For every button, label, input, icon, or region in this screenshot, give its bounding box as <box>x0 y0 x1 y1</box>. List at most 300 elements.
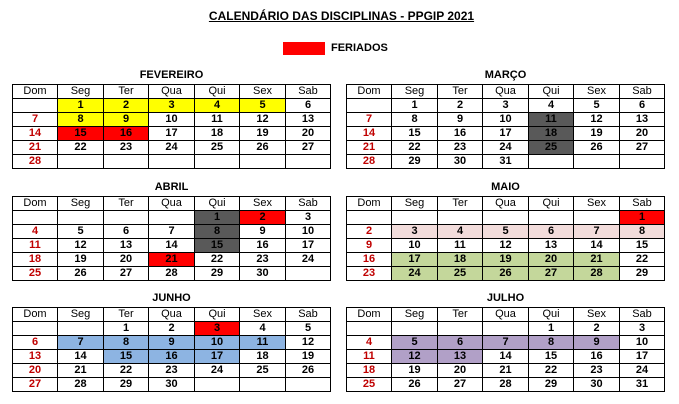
day-cell: 30 <box>438 155 483 169</box>
weekday-header: Sex <box>240 197 286 211</box>
weekday-header: Qua <box>149 308 195 322</box>
calendar-table <box>12 84 331 169</box>
weekday-header: Sex <box>240 308 286 322</box>
day-cell: 24 <box>483 141 529 155</box>
day-cell <box>574 211 620 225</box>
day-cell: 19 <box>483 253 529 267</box>
day-cell: 10 <box>286 225 331 239</box>
weekday-header-row <box>347 85 665 99</box>
day-cell: 21 <box>149 253 195 267</box>
weekday-header: Ter <box>438 308 483 322</box>
day-cell: 9 <box>104 113 149 127</box>
weekday-header: Ter <box>104 197 149 211</box>
day-cell: 2 <box>149 322 195 336</box>
day-cell: 2 <box>347 225 392 239</box>
weekday-header: Qui <box>195 85 240 99</box>
weekday-header: Seg <box>58 197 104 211</box>
day-cell: 7 <box>13 113 58 127</box>
weekday-header: Sex <box>574 85 620 99</box>
weekday-header: Seg <box>392 197 438 211</box>
week-row <box>347 127 665 141</box>
day-cell: 17 <box>392 253 438 267</box>
day-cell <box>438 322 483 336</box>
month-title: JUNHO <box>152 292 191 304</box>
day-cell: 18 <box>240 350 286 364</box>
day-cell: 23 <box>149 364 195 378</box>
day-cell: 15 <box>195 239 240 253</box>
weekday-header: Sab <box>620 85 665 99</box>
day-cell: 28 <box>574 267 620 281</box>
day-cell: 11 <box>240 336 286 350</box>
day-cell: 9 <box>438 113 483 127</box>
day-cell: 12 <box>392 350 438 364</box>
weekday-header: Sab <box>286 85 331 99</box>
week-row <box>347 113 665 127</box>
day-cell: 16 <box>240 239 286 253</box>
day-cell: 17 <box>483 127 529 141</box>
day-cell: 2 <box>574 322 620 336</box>
day-cell: 14 <box>149 239 195 253</box>
day-cell: 7 <box>347 113 392 127</box>
week-row <box>347 225 665 239</box>
day-cell: 4 <box>240 322 286 336</box>
weekday-header: Dom <box>13 308 58 322</box>
week-row <box>13 99 331 113</box>
day-cell: 21 <box>347 141 392 155</box>
day-cell: 10 <box>620 336 665 350</box>
month-title: ABRIL <box>154 181 189 193</box>
day-cell: 27 <box>286 141 331 155</box>
week-row <box>347 239 665 253</box>
weekday-header: Seg <box>392 85 438 99</box>
day-cell <box>347 99 392 113</box>
day-cell: 4 <box>13 225 58 239</box>
week-row <box>13 322 331 336</box>
day-cell: 9 <box>347 239 392 253</box>
day-cell: 26 <box>240 141 286 155</box>
weekday-header: Qua <box>483 308 529 322</box>
day-cell: 18 <box>438 253 483 267</box>
day-cell: 19 <box>392 364 438 378</box>
holiday-swatch <box>283 42 325 55</box>
day-cell: 14 <box>483 350 529 364</box>
day-cell: 25 <box>529 141 574 155</box>
day-cell: 12 <box>483 239 529 253</box>
day-cell: 15 <box>529 350 574 364</box>
day-cell: 14 <box>58 350 104 364</box>
day-cell: 20 <box>104 253 149 267</box>
day-cell: 6 <box>438 336 483 350</box>
day-cell: 15 <box>58 127 104 141</box>
day-cell: 25 <box>13 267 58 281</box>
week-row <box>13 155 331 169</box>
day-cell <box>529 211 574 225</box>
day-cell: 4 <box>195 99 240 113</box>
day-cell <box>392 322 438 336</box>
weekday-header-row <box>347 197 665 211</box>
day-cell: 17 <box>286 239 331 253</box>
week-row <box>347 211 665 225</box>
day-cell: 27 <box>104 267 149 281</box>
day-cell: 1 <box>620 211 665 225</box>
day-cell: 27 <box>529 267 574 281</box>
day-cell: 28 <box>149 267 195 281</box>
day-cell: 27 <box>438 378 483 392</box>
day-cell: 5 <box>392 336 438 350</box>
weekday-header: Qua <box>483 85 529 99</box>
day-cell: 13 <box>438 350 483 364</box>
day-cell: 1 <box>392 99 438 113</box>
day-cell: 2 <box>438 99 483 113</box>
weekday-header: Qui <box>529 308 574 322</box>
day-cell: 22 <box>529 364 574 378</box>
day-cell: 5 <box>574 99 620 113</box>
day-cell: 6 <box>13 336 58 350</box>
day-cell: 16 <box>574 350 620 364</box>
day-cell: 16 <box>149 350 195 364</box>
week-row <box>347 322 665 336</box>
day-cell: 4 <box>529 99 574 113</box>
day-cell: 31 <box>620 378 665 392</box>
day-cell: 21 <box>483 364 529 378</box>
day-cell: 25 <box>195 141 240 155</box>
day-cell <box>13 322 58 336</box>
day-cell <box>620 155 665 169</box>
day-cell: 27 <box>13 378 58 392</box>
day-cell: 3 <box>195 322 240 336</box>
weekday-header: Seg <box>392 308 438 322</box>
day-cell: 8 <box>58 113 104 127</box>
day-cell <box>149 155 195 169</box>
day-cell: 24 <box>149 141 195 155</box>
day-cell: 21 <box>574 253 620 267</box>
week-row <box>13 127 331 141</box>
week-row <box>13 253 331 267</box>
day-cell: 17 <box>195 350 240 364</box>
day-cell: 22 <box>195 253 240 267</box>
day-cell: 9 <box>574 336 620 350</box>
day-cell: 18 <box>529 127 574 141</box>
day-cell: 21 <box>58 364 104 378</box>
day-cell: 17 <box>620 350 665 364</box>
day-cell: 24 <box>286 253 331 267</box>
month-title: MARÇO <box>484 69 527 81</box>
day-cell: 22 <box>104 364 149 378</box>
day-cell: 13 <box>529 239 574 253</box>
weekday-header-row <box>13 308 331 322</box>
legend-label: FERIADOS <box>331 42 388 54</box>
day-cell: 18 <box>195 127 240 141</box>
day-cell: 19 <box>574 127 620 141</box>
day-cell: 15 <box>392 127 438 141</box>
week-row <box>347 350 665 364</box>
day-cell: 28 <box>58 378 104 392</box>
day-cell: 1 <box>58 99 104 113</box>
day-cell: 29 <box>529 378 574 392</box>
day-cell: 19 <box>286 350 331 364</box>
day-cell: 12 <box>240 113 286 127</box>
day-cell: 3 <box>483 99 529 113</box>
day-cell: 1 <box>529 322 574 336</box>
day-cell: 30 <box>240 267 286 281</box>
day-cell: 26 <box>286 364 331 378</box>
day-cell: 2 <box>104 99 149 113</box>
day-cell: 28 <box>347 155 392 169</box>
day-cell: 15 <box>620 239 665 253</box>
day-cell: 11 <box>195 113 240 127</box>
weekday-header: Dom <box>347 85 392 99</box>
day-cell: 13 <box>13 350 58 364</box>
month-calendar-may <box>346 181 665 281</box>
day-cell <box>240 155 286 169</box>
day-cell: 8 <box>104 336 149 350</box>
day-cell: 4 <box>438 225 483 239</box>
day-cell: 30 <box>149 378 195 392</box>
day-cell: 12 <box>58 239 104 253</box>
weekday-header: Sab <box>286 308 331 322</box>
day-cell: 11 <box>438 239 483 253</box>
day-cell <box>195 378 240 392</box>
weekday-header: Qui <box>195 197 240 211</box>
weekday-header: Sab <box>620 308 665 322</box>
day-cell: 9 <box>240 225 286 239</box>
weekday-header: Ter <box>104 85 149 99</box>
week-row <box>13 113 331 127</box>
day-cell: 15 <box>104 350 149 364</box>
day-cell: 7 <box>149 225 195 239</box>
calendar-table <box>346 307 665 392</box>
day-cell: 6 <box>529 225 574 239</box>
month-title: JULHO <box>486 292 525 304</box>
calendar-table <box>346 84 665 169</box>
calendar-table <box>12 196 331 281</box>
day-cell: 10 <box>195 336 240 350</box>
weekday-header-row <box>13 85 331 99</box>
month-title: FEVEREIRO <box>139 69 204 81</box>
day-cell: 7 <box>58 336 104 350</box>
day-cell: 4 <box>347 336 392 350</box>
day-cell: 5 <box>240 99 286 113</box>
weekday-header: Ter <box>104 308 149 322</box>
day-cell <box>574 155 620 169</box>
day-cell: 31 <box>483 155 529 169</box>
day-cell <box>13 99 58 113</box>
week-row <box>347 378 665 392</box>
weekday-header: Sab <box>286 197 331 211</box>
day-cell <box>529 155 574 169</box>
day-cell: 5 <box>58 225 104 239</box>
weekday-header: Seg <box>58 85 104 99</box>
week-row <box>13 239 331 253</box>
day-cell: 23 <box>438 141 483 155</box>
day-cell: 20 <box>620 127 665 141</box>
week-row <box>13 267 331 281</box>
day-cell: 6 <box>620 99 665 113</box>
day-cell: 8 <box>620 225 665 239</box>
weekday-header: Ter <box>438 197 483 211</box>
day-cell <box>13 211 58 225</box>
day-cell: 14 <box>13 127 58 141</box>
day-cell: 14 <box>574 239 620 253</box>
day-cell: 8 <box>529 336 574 350</box>
day-cell: 19 <box>240 127 286 141</box>
day-cell: 9 <box>149 336 195 350</box>
weekday-header: Ter <box>438 85 483 99</box>
day-cell <box>58 155 104 169</box>
week-row <box>13 378 331 392</box>
day-cell: 20 <box>13 364 58 378</box>
day-cell: 29 <box>195 267 240 281</box>
weekday-header: Qua <box>483 197 529 211</box>
day-cell <box>149 211 195 225</box>
day-cell: 28 <box>483 378 529 392</box>
week-row <box>13 141 331 155</box>
weekday-header-row <box>13 197 331 211</box>
day-cell <box>104 155 149 169</box>
day-cell <box>392 211 438 225</box>
day-cell: 11 <box>13 239 58 253</box>
day-cell: 1 <box>195 211 240 225</box>
day-cell <box>347 322 392 336</box>
day-cell <box>483 211 529 225</box>
day-cell: 27 <box>620 141 665 155</box>
day-cell <box>286 378 331 392</box>
week-row <box>347 364 665 378</box>
calendar-table <box>12 307 331 392</box>
week-row <box>347 267 665 281</box>
week-row <box>347 155 665 169</box>
day-cell <box>286 155 331 169</box>
day-cell: 3 <box>286 211 331 225</box>
day-cell: 26 <box>574 141 620 155</box>
day-cell <box>104 211 149 225</box>
day-cell: 25 <box>438 267 483 281</box>
day-cell: 29 <box>392 155 438 169</box>
week-row <box>347 336 665 350</box>
day-cell: 23 <box>347 267 392 281</box>
day-cell: 16 <box>438 127 483 141</box>
weekday-header: Dom <box>13 197 58 211</box>
weekday-header: Sex <box>240 85 286 99</box>
day-cell: 10 <box>392 239 438 253</box>
day-cell: 23 <box>240 253 286 267</box>
day-cell <box>58 211 104 225</box>
day-cell: 12 <box>574 113 620 127</box>
week-row <box>347 253 665 267</box>
day-cell: 19 <box>58 253 104 267</box>
day-cell: 18 <box>13 253 58 267</box>
weekday-header: Qui <box>195 308 240 322</box>
day-cell: 3 <box>620 322 665 336</box>
day-cell: 22 <box>58 141 104 155</box>
day-cell: 28 <box>13 155 58 169</box>
day-cell: 25 <box>347 378 392 392</box>
weekday-header: Qua <box>149 197 195 211</box>
day-cell: 16 <box>347 253 392 267</box>
page-title: CALENDÁRIO DAS DISCIPLINAS - PPGIP 2021 <box>208 9 475 23</box>
week-row <box>347 99 665 113</box>
weekday-header: Seg <box>58 308 104 322</box>
weekday-header: Dom <box>13 85 58 99</box>
week-row <box>347 141 665 155</box>
day-cell: 2 <box>240 211 286 225</box>
day-cell: 29 <box>620 267 665 281</box>
day-cell: 20 <box>286 127 331 141</box>
day-cell: 30 <box>574 378 620 392</box>
day-cell <box>240 378 286 392</box>
weekday-header: Qui <box>529 197 574 211</box>
month-calendar-june <box>12 292 331 392</box>
week-row <box>13 364 331 378</box>
day-cell: 7 <box>574 225 620 239</box>
month-calendar-april <box>12 181 331 281</box>
month-calendar-february <box>12 69 331 169</box>
week-row <box>13 350 331 364</box>
weekday-header: Sex <box>574 197 620 211</box>
day-cell: 10 <box>149 113 195 127</box>
day-cell: 13 <box>104 239 149 253</box>
day-cell <box>483 322 529 336</box>
weekday-header: Sex <box>574 308 620 322</box>
day-cell: 17 <box>149 127 195 141</box>
day-cell: 14 <box>347 127 392 141</box>
day-cell <box>347 211 392 225</box>
calendar-table <box>346 196 665 281</box>
day-cell: 13 <box>286 113 331 127</box>
day-cell <box>195 155 240 169</box>
weekday-header-row <box>347 308 665 322</box>
day-cell: 8 <box>392 113 438 127</box>
week-row <box>13 336 331 350</box>
day-cell: 24 <box>392 267 438 281</box>
day-cell: 7 <box>483 336 529 350</box>
day-cell: 12 <box>286 336 331 350</box>
weekday-header: Qui <box>529 85 574 99</box>
day-cell: 26 <box>483 267 529 281</box>
day-cell: 29 <box>104 378 149 392</box>
day-cell: 21 <box>13 141 58 155</box>
day-cell: 25 <box>240 364 286 378</box>
day-cell: 1 <box>104 322 149 336</box>
day-cell: 24 <box>620 364 665 378</box>
day-cell: 22 <box>392 141 438 155</box>
day-cell: 11 <box>347 350 392 364</box>
day-cell: 6 <box>286 99 331 113</box>
weekday-header: Dom <box>347 197 392 211</box>
weekday-header: Dom <box>347 308 392 322</box>
day-cell: 22 <box>620 253 665 267</box>
week-row <box>13 225 331 239</box>
day-cell: 18 <box>347 364 392 378</box>
day-cell: 13 <box>620 113 665 127</box>
day-cell: 20 <box>438 364 483 378</box>
month-calendar-march <box>346 69 665 169</box>
day-cell: 3 <box>149 99 195 113</box>
day-cell <box>58 322 104 336</box>
month-title: MAIO <box>491 181 520 193</box>
day-cell: 23 <box>574 364 620 378</box>
day-cell: 8 <box>195 225 240 239</box>
day-cell: 3 <box>392 225 438 239</box>
weekday-header: Qua <box>149 85 195 99</box>
day-cell <box>286 267 331 281</box>
day-cell: 11 <box>529 113 574 127</box>
day-cell: 26 <box>58 267 104 281</box>
week-row <box>13 211 331 225</box>
day-cell: 20 <box>529 253 574 267</box>
day-cell: 26 <box>392 378 438 392</box>
day-cell: 10 <box>483 113 529 127</box>
